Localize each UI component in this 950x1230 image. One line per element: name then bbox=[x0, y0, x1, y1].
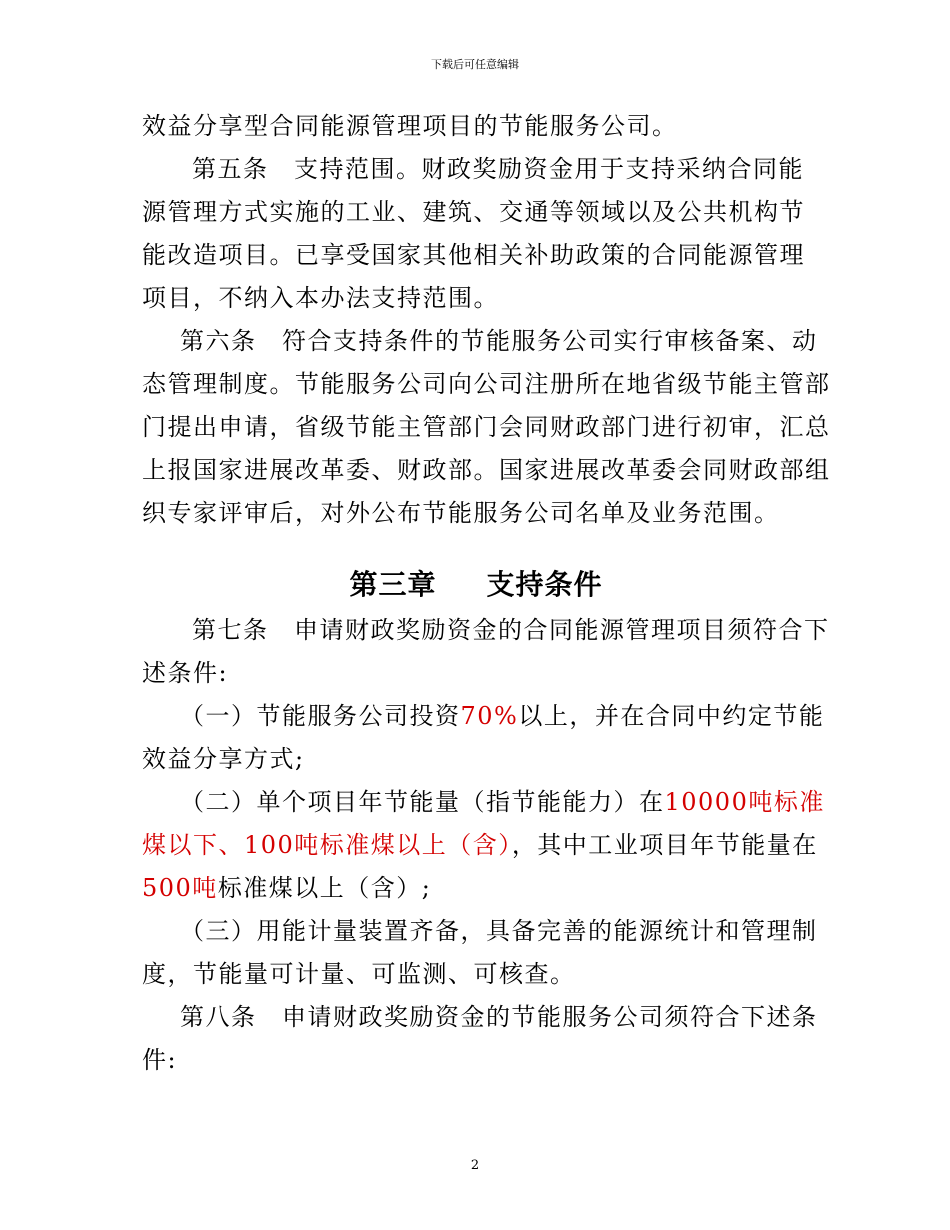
article-8-line: 第八条 申请财政奖励资金的节能服务公司须符合下述条 bbox=[180, 1003, 818, 1031]
item-1-highlight: 70% bbox=[460, 702, 519, 730]
article-6-line: 织专家评审后，对外公布节能服务公司名单及业务范围。 bbox=[142, 499, 780, 527]
article-6-line: 上报国家进展改革委、财政部。国家进展改革委会同财政部组 bbox=[142, 456, 831, 484]
document-body bbox=[142, 105, 831, 1082]
item-2-highlight: 10000吨标准 bbox=[664, 788, 825, 816]
item-3-line: 度，节能量可计量、可监测、可核查。 bbox=[142, 960, 576, 988]
chapter-title: 支持条件 bbox=[486, 568, 603, 601]
article-7-line: 第七条 申请财政奖励资金的合同能源管理项目须符合下 bbox=[192, 616, 830, 644]
item-2-text: （二）单个项目年节能量（指节能能力）在 bbox=[180, 788, 665, 816]
article-7-line: 述条件: bbox=[142, 659, 229, 687]
item-2-line bbox=[142, 867, 810, 910]
item-1-text: （一）节能服务公司投资 bbox=[180, 702, 461, 730]
item-1-line bbox=[142, 695, 825, 738]
chapter-heading bbox=[142, 561, 810, 609]
article-6-line: 第六条 符合支持条件的节能服务公司实行审核备案、动 bbox=[180, 327, 818, 355]
item-1-text: 以上，并在合同中约定节能 bbox=[518, 702, 825, 730]
item-2-highlight: 煤以下、100吨标准煤以上（含） bbox=[142, 831, 512, 859]
article-6-line: 态管理制度。节能服务公司向公司注册所在地省级节能主管部 bbox=[142, 370, 831, 398]
item-2-line bbox=[142, 824, 818, 867]
article-5-line: 源管理方式实施的工业、建筑、交通等领域以及公共机构节 bbox=[142, 198, 805, 226]
page-number: 2 bbox=[470, 1158, 480, 1173]
article-8-line: 件: bbox=[142, 1046, 178, 1074]
section-spacer bbox=[142, 535, 810, 561]
item-2-text: ，其中工业项目年节能量在 bbox=[511, 831, 818, 859]
chapter-number: 第三章 bbox=[349, 568, 437, 601]
item-2-line bbox=[142, 781, 825, 824]
article-6-line: 门提出申请，省级节能主管部门会同财政部门进行初审，汇总 bbox=[142, 413, 831, 441]
item-3-line: （三）用能计量装置齐备，具备完善的能源统计和管理制 bbox=[180, 917, 818, 945]
item-2-highlight: 500吨 bbox=[142, 874, 218, 902]
article-5-line: 能改造项目。已享受国家其他相关补助政策的合同能源管理 bbox=[142, 241, 805, 269]
article-5-line: 第五条 支持范围。财政奖励资金用于支持采纳合同能 bbox=[192, 155, 804, 183]
page-header: 下载后可任意编辑 bbox=[431, 58, 519, 71]
item-2-text: 标准煤以上（含）; bbox=[217, 874, 432, 902]
item-1-line: 效益分享方式; bbox=[142, 745, 305, 773]
article-5-line: 项目，不纳入本办法支持范围。 bbox=[142, 284, 499, 312]
paragraph-line: 效益分享型合同能源管理项目的节能服务公司。 bbox=[142, 112, 678, 140]
